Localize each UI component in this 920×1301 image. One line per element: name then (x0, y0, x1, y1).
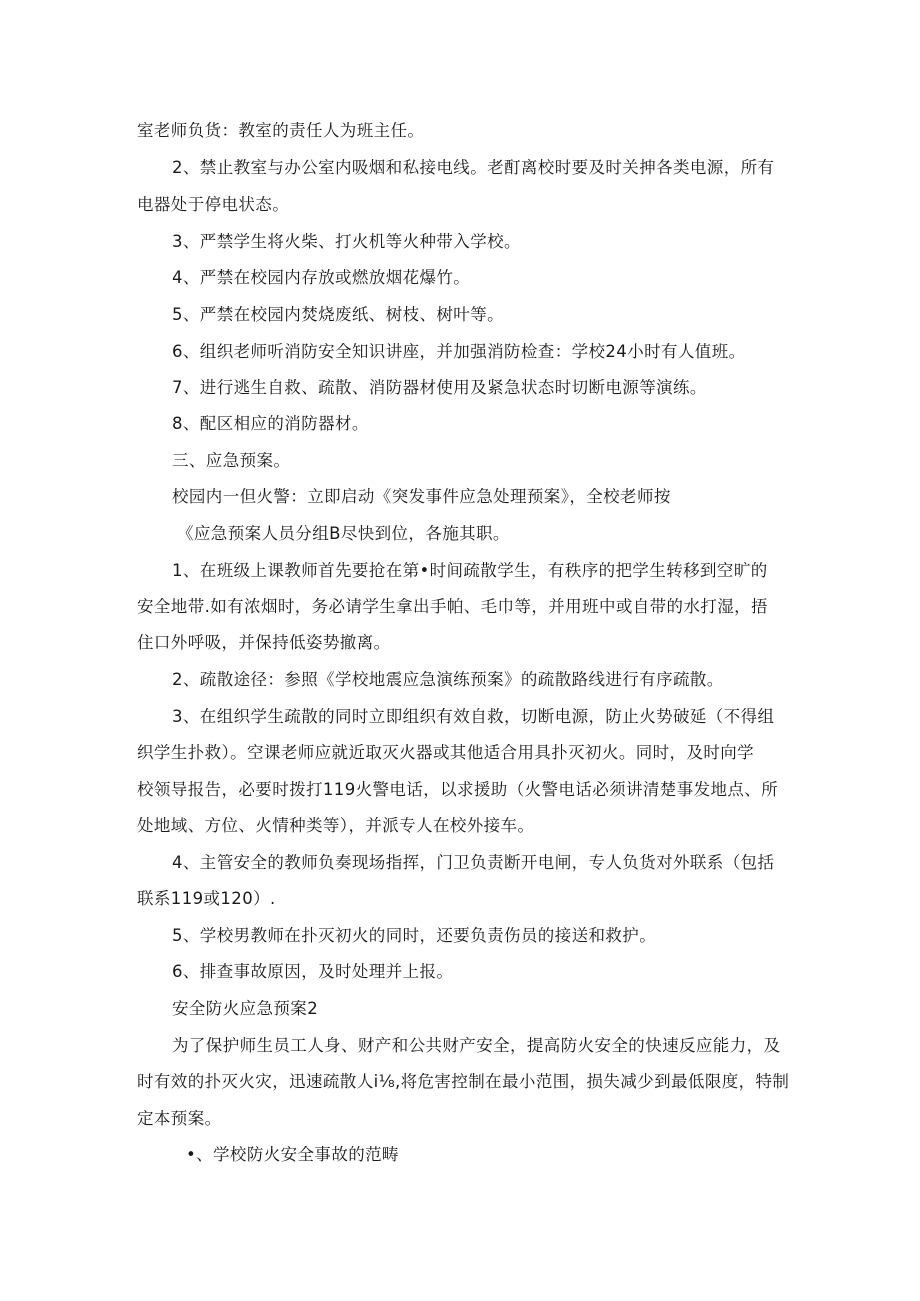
text-line: 3、在组织学生疏散的同时立即组织有效自救，切断电源，防止火势破延（不得组 (172, 707, 775, 726)
text-line: 7、进行逃生自救、疏散、消防器材使用及紧急状态时切断电源等演练。 (172, 378, 707, 397)
text-line: 处地域、方位、火情种类等），并派专人在校外接车。 (137, 816, 535, 835)
text-line: 为了保护师生员工人身、财产和公共财产安全，提高防火安全的快速反应能力，及 (172, 1036, 781, 1055)
text-line: 校领导报告，必要时拨打119火警电话，以求援助（火警电话必须讲清楚事发地点、所 (137, 780, 779, 799)
text-line: 时有效的扑灭火灾，迅速疏散人i⅛,将危害控制在最小范围，损失减少到最低限度，特制 (137, 1072, 790, 1091)
text-line: 5、学校男教师在扑灭初火的同时，还要负责伤员的接送和救护。 (172, 926, 657, 945)
text-line: 6、组织老师听消防安全知识讲座，并加强消防检查：学校24小时有人值班。 (172, 342, 746, 361)
text-line: 8、配区相应的消防器材。 (172, 414, 369, 433)
text-line: 2、疏散途径：参照《学校地震应急演练预案》的疏散路线进行有序疏散。 (172, 670, 724, 689)
section-heading: 三、应急预案。 (172, 451, 291, 470)
text-line: 5、严禁在校园内焚烧废纸、树枝、树叶等。 (172, 305, 504, 324)
text-line: 联系119或120）. (137, 889, 276, 908)
text-line: 电器处于停电状态。 (137, 195, 290, 214)
text-line: 校园内一但火警：立即启动《突发事件应急处理预案》，全校老师按 (172, 487, 671, 506)
section-heading: •、学校防火安全事故的范畴 (186, 1145, 399, 1164)
text-line: 定本预案。 (137, 1109, 222, 1128)
text-line: 《应急预案人员分组B尽快到位，各施其职。 (177, 524, 510, 543)
text-line: 室老师负货：教室的责任人为班主任。 (137, 121, 425, 140)
text-line: 织学生扑救）。空课老师应就近取灭火器或其他适合用具扑灭初火。同时，及时向学 (137, 743, 755, 762)
text-line: 安全地带.如有浓烟时，务必请学生拿出手帕、毛巾等，并用班中或自带的水打湿，捂 (137, 597, 768, 616)
document-subtitle: 安全防火应急预案2 (172, 999, 319, 1018)
text-line: 2、禁止教室与办公室内吸烟和私接电线。老酊离校时要及时关抻各类电源，所有 (172, 158, 775, 177)
text-line: 6、排查事故原因，及时处理并上报。 (172, 962, 454, 981)
text-line: 4、主管安全的教师负奏现场指挥，门卫负责断开电闸，专人负货对外联系（包括 (172, 853, 775, 872)
text-line: 4、严禁在校园内存放或燃放烟花爆竹。 (172, 268, 471, 287)
text-line: 住口外呼吸，并保持低姿势撤离。 (137, 633, 391, 652)
text-line: 3、严禁学生将火柴、打火机等火种带入学校。 (172, 232, 521, 251)
text-line: 1、在班级上课教师首先要抢在第•时间疏散学生，有秩序的把学生转移到空旷的 (172, 561, 768, 580)
